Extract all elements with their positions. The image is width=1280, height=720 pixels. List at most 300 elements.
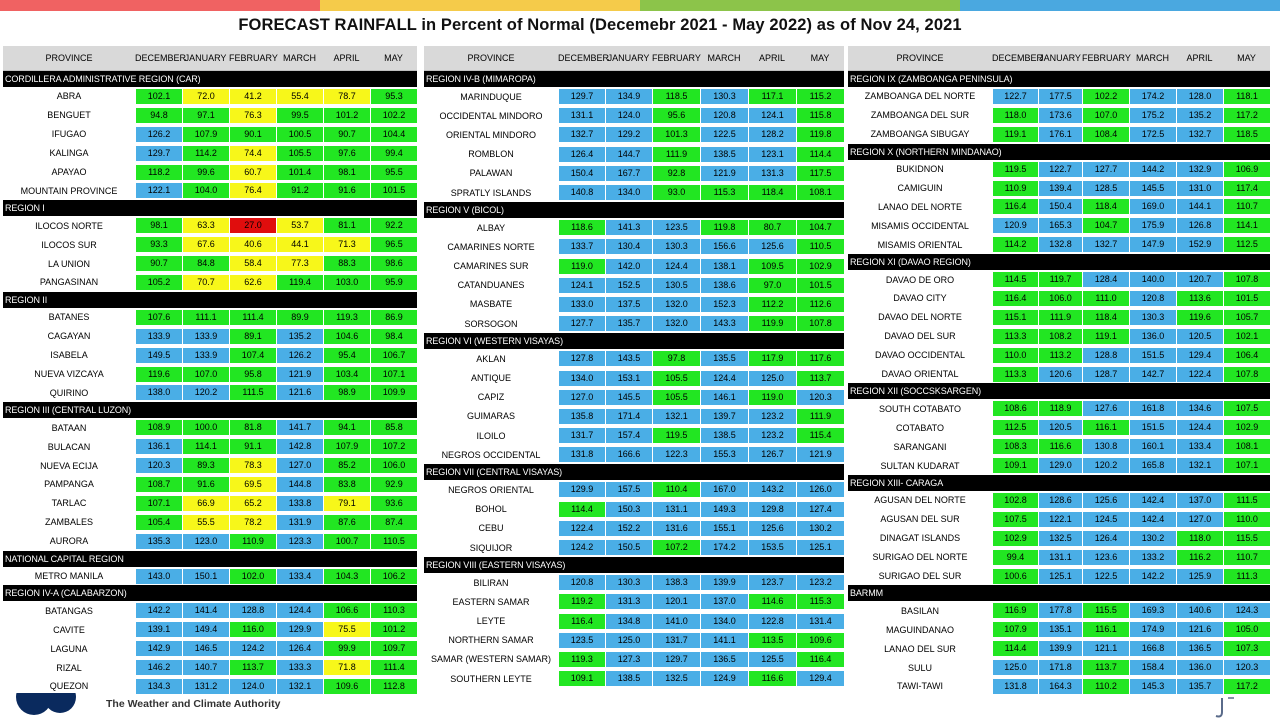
footer-tagline: The Weather and Climate Authority [106,698,281,710]
table-row [3,601,417,620]
province-name: LAGUNA [50,643,88,654]
header-month-january: JANUARY [607,53,650,63]
value-cell: 118.2 [135,165,182,180]
value-cell: 130.8 [1082,439,1129,454]
value-cell: 118.6 [558,220,605,235]
value-cell: 145.3 [1129,679,1176,694]
value-cell: 118.0 [1176,531,1223,546]
value-cell: 117.9 [748,351,796,366]
value-cell: 76.3 [229,108,276,123]
value-cell: 140.8 [558,185,605,200]
province-name: AURORA [49,536,89,547]
value-cell: 119.6 [135,367,182,382]
header-month-march: MARCH [1136,53,1169,63]
value-cell: 132.7 [558,127,605,142]
value-cell: 109.1 [992,458,1038,473]
value-cell: 133.9 [182,348,229,363]
value-cell: 112.8 [370,679,417,694]
value-cell: 120.9 [992,218,1038,233]
table-row [3,567,417,586]
value-cell: 101.5 [1223,291,1270,306]
value-cell: 125.0 [748,371,796,386]
value-cell: 114.2 [182,146,229,161]
value-cell: 116.0 [229,622,276,637]
value-cell: 119.8 [700,220,748,235]
value-cell: 111.0 [1082,291,1129,306]
value-cell: 76.4 [229,183,276,198]
value-cell: 119.2 [558,594,605,609]
value-cell: 97.1 [182,108,229,123]
value-cell: 126.2 [135,127,182,142]
value-cell: 97.8 [652,351,700,366]
value-cell: 126.7 [748,447,796,462]
table-row [3,163,417,182]
province-name: SARANGANI [893,441,947,452]
value-cell: 83.8 [323,477,370,492]
value-cell: 65.2 [229,496,276,511]
value-cell: 134.6 [1176,401,1223,416]
value-cell: 130.3 [1129,310,1176,325]
value-cell: 95.8 [229,367,276,382]
value-cell: 90.7 [135,256,182,271]
table-row [848,346,1270,365]
value-cell: 78.3 [229,458,276,473]
region-header: REGION III (CENTRAL LUZON) [3,402,417,418]
value-cell: 117.4 [1223,181,1270,196]
value-cell: 113.7 [796,371,844,386]
value-cell: 134.0 [605,185,652,200]
region-header: BARMM [848,585,1270,601]
value-cell: 120.6 [1038,367,1082,382]
region-header: REGION XI (DAVAO REGION) [848,254,1270,270]
value-cell: 135.2 [276,329,323,344]
header-month-march: MARCH [707,53,741,63]
value-cell: 114.5 [992,272,1038,287]
province-name: IFUGAO [51,129,87,140]
value-cell: 102.8 [992,493,1038,508]
table-row [424,426,844,445]
value-cell: 124.2 [229,641,276,656]
table-row [848,87,1270,106]
value-cell: 123.2 [748,428,796,443]
value-cell: 133.9 [182,329,229,344]
value-cell: 103.4 [323,367,370,382]
table-row [3,87,417,106]
header-province: PROVINCE [467,53,515,63]
value-cell: 132.5 [652,671,700,686]
province-name: SPRATLY ISLANDS [450,187,532,198]
province-name: RIZAL [56,662,82,673]
value-cell: 127.7 [1082,162,1129,177]
value-cell: 157.4 [605,428,652,443]
value-cell: 165.8 [1129,458,1176,473]
value-cell: 129.0 [1038,458,1082,473]
value-cell: 105.0 [1223,622,1270,637]
value-cell: 134.3 [135,679,182,694]
province-name: ZAMBOANGA SIBUGAY [870,129,970,140]
value-cell: 101.2 [370,622,417,637]
value-cell: 127.7 [558,316,605,331]
province-name: LANAO DEL NORTE [877,201,963,212]
value-cell: 113.6 [1176,291,1223,306]
value-cell: 124.2 [558,540,605,555]
value-cell: 119.9 [748,316,796,331]
value-cell: 132.7 [1176,127,1223,142]
value-cell: 62.6 [229,275,276,290]
value-cell: 143.3 [700,316,748,331]
province-name: SOUTH COTABATO [878,403,961,414]
value-cell: 53.7 [276,218,323,233]
value-cell: 118.0 [992,108,1038,123]
value-cell: 128.2 [748,127,796,142]
province-name: AKLAN [476,353,506,364]
value-cell: 129.4 [1176,348,1223,363]
value-cell: 139.9 [700,575,748,590]
value-cell: 156.6 [700,239,748,254]
value-cell: 142.2 [135,603,182,618]
value-cell: 123.5 [558,633,605,648]
value-cell: 120.5 [1176,329,1223,344]
value-cell: 119.0 [558,259,605,274]
value-cell: 107.5 [992,512,1038,527]
table-row [848,437,1270,456]
table-row [3,308,417,327]
value-cell: 136.1 [135,439,182,454]
province-name: LEYTE [476,616,506,627]
value-cell: 142.2 [1129,569,1176,584]
province-name: CAPIZ [477,392,505,403]
value-cell: 111.4 [370,660,417,675]
value-cell: 101.2 [323,108,370,123]
value-cell: 131.0 [1176,181,1223,196]
table-row [424,218,844,237]
value-cell: 109.7 [370,641,417,656]
value-cell: 104.4 [370,127,417,142]
value-cell: 128.8 [229,603,276,618]
value-cell: 116.4 [992,291,1038,306]
table-row [848,456,1270,475]
province-name: DAVAO ORIENTAL [881,369,959,380]
value-cell: 131.3 [605,594,652,609]
value-cell: 135.1 [1038,622,1082,637]
value-cell: 125.5 [748,652,796,667]
value-cell: 111.1 [182,310,229,325]
value-cell: 131.3 [748,166,796,181]
table-row [3,125,417,144]
value-cell: 133.9 [135,329,182,344]
value-cell: 133.0 [558,297,605,312]
value-cell: 146.5 [182,641,229,656]
province-name: ORIENTAL MINDORO [445,129,536,140]
province-name: AGUSAN DEL NORTE [874,495,966,506]
value-cell: 132.1 [276,679,323,694]
value-cell: 87.4 [370,515,417,530]
province-name: ZAMBALES [44,517,93,528]
value-cell: 128.7 [1082,367,1129,382]
table-row [3,383,417,402]
value-cell: 118.1 [1223,89,1270,104]
value-cell: 99.9 [323,641,370,656]
table-row [424,183,844,202]
value-cell: 174.2 [1129,89,1176,104]
value-cell: 169.3 [1129,603,1176,618]
value-cell: 120.3 [1223,660,1270,675]
value-cell: 100.6 [992,569,1038,584]
value-cell: 88.3 [323,256,370,271]
value-cell: 67.6 [182,237,229,252]
value-cell: 144.1 [1176,199,1223,214]
table-row [848,160,1270,179]
value-cell: 99.4 [992,550,1038,565]
table-row [3,437,417,456]
value-cell: 117.5 [796,166,844,181]
value-cell: 141.0 [652,614,700,629]
value-cell: 146.1 [700,390,748,405]
value-cell: 107.9 [182,127,229,142]
value-cell: 118.9 [1038,401,1082,416]
value-cell: 133.2 [1129,550,1176,565]
value-cell: 139.4 [1038,181,1082,196]
header-month-january: JANUARY [1039,53,1081,63]
value-cell: 166.6 [605,447,652,462]
value-cell: 127.0 [558,390,605,405]
header-month-april: APRIL [1186,53,1213,63]
value-cell: 113.7 [229,660,276,675]
value-cell: 107.0 [1082,108,1129,123]
value-cell: 110.4 [652,482,700,497]
value-cell: 93.3 [135,237,182,252]
value-cell: 66.9 [182,496,229,511]
value-cell: 132.5 [1038,531,1082,546]
value-cell: 110.7 [1223,199,1270,214]
value-cell: 107.4 [229,348,276,363]
value-cell: 102.2 [1082,89,1129,104]
value-cell: 175.2 [1129,108,1176,123]
value-cell: 113.3 [992,367,1038,382]
value-cell: 130.3 [652,239,700,254]
header-month-december: DECEMBER [558,53,610,63]
table-row [424,145,844,164]
value-cell: 90.1 [229,127,276,142]
province-name: SIQUIJOR [469,542,513,553]
value-cell: 89.3 [182,458,229,473]
value-cell: 128.8 [1082,348,1129,363]
table-row [848,548,1270,567]
header-month-january: JANUARY [184,53,227,63]
value-cell: 110.7 [1223,550,1270,565]
value-cell: 124.0 [229,679,276,694]
value-cell: 108.7 [135,477,182,492]
province-name: NORTHERN SAMAR [448,635,534,646]
province-name: KALINGA [49,148,89,159]
value-cell: 131.2 [182,679,229,694]
value-cell: 104.3 [323,569,370,584]
value-cell: 119.4 [276,275,323,290]
value-cell: 108.2 [1038,329,1082,344]
value-cell: 131.8 [992,679,1038,694]
value-cell: 104.0 [182,183,229,198]
value-cell: 126.8 [1176,218,1223,233]
value-cell: 138.0 [135,385,182,400]
header-month-february: FEBRUARY [652,53,701,63]
value-cell: 130.3 [605,575,652,590]
value-cell: 122.1 [135,183,182,198]
header-province: PROVINCE [896,53,944,63]
value-cell: 126.4 [276,641,323,656]
province-name: NUEVA ECIJA [40,460,98,471]
value-cell: 127.0 [1176,512,1223,527]
value-cell: 133.3 [276,660,323,675]
value-cell: 137.0 [1176,493,1223,508]
value-cell: 119.8 [796,127,844,142]
value-cell: 128.0 [1176,89,1223,104]
value-cell: 134.8 [605,614,652,629]
value-cell: 102.0 [229,569,276,584]
table-row [424,500,844,519]
value-cell: 102.9 [796,259,844,274]
province-name: METRO MANILA [34,571,104,582]
value-cell: 107.1 [1223,458,1270,473]
value-cell: 104.6 [323,329,370,344]
value-cell: 98.4 [370,329,417,344]
value-cell: 114.2 [992,237,1038,252]
table-row [848,658,1270,677]
value-cell: 121.9 [276,367,323,382]
table-row [424,237,844,256]
value-cell: 40.6 [229,237,276,252]
value-cell: 129.4 [796,671,844,686]
table-row [3,513,417,532]
value-cell: 127.0 [276,458,323,473]
value-cell: 99.5 [276,108,323,123]
value-cell: 175.9 [1129,218,1176,233]
value-cell: 123.3 [276,534,323,549]
value-cell: 102.1 [1223,329,1270,344]
value-cell: 108.6 [992,401,1038,416]
province-name: ILOCOS NORTE [35,220,103,231]
value-cell: 117.2 [1223,108,1270,123]
value-cell: 155.3 [700,447,748,462]
value-cell: 144.2 [1129,162,1176,177]
table-header [424,46,844,71]
province-name: PALAWAN [469,168,513,179]
value-cell: 124.9 [700,671,748,686]
value-cell: 171.8 [1038,660,1082,675]
header-month-february: FEBRUARY [229,53,278,63]
value-cell: 134.9 [605,89,652,104]
value-cell: 120.1 [652,594,700,609]
province-name: CAMIGUIN [897,183,943,193]
value-cell: 93.0 [652,185,700,200]
value-cell: 107.1 [370,367,417,382]
value-cell: 129.9 [276,622,323,637]
value-cell: 129.9 [558,482,605,497]
value-cell: 125.1 [796,540,844,555]
region-header: NATIONAL CAPITAL REGION [3,551,417,567]
value-cell: 81.8 [229,420,276,435]
table-row [424,669,844,688]
table-row [3,273,417,292]
value-cell: 138.5 [700,428,748,443]
value-cell: 169.0 [1129,199,1176,214]
province-name: NEGROS OCCIDENTAL [441,449,541,460]
value-cell: 115.5 [1082,603,1129,618]
table-row [848,567,1270,586]
value-cell: 133.4 [276,569,323,584]
province-name: MAGUINDANAO [885,624,954,635]
value-cell: 118.4 [748,185,796,200]
province-name: ILOILO [476,430,506,441]
value-cell: 121.6 [1176,622,1223,637]
value-cell: 110.2 [1082,679,1129,694]
value-cell: 91.1 [229,439,276,454]
value-cell: 116.1 [1082,420,1129,435]
value-cell: 104.7 [1082,218,1129,233]
table-row [424,592,844,611]
value-cell: 107.3 [1223,641,1270,656]
value-cell: 120.2 [1082,458,1129,473]
table-column-1 [3,46,417,696]
value-cell: 122.5 [1082,569,1129,584]
value-cell: 116.6 [748,671,796,686]
value-cell: 108.1 [1223,439,1270,454]
value-cell: 136.0 [1129,329,1176,344]
value-cell: 131.4 [796,614,844,629]
value-cell: 104.7 [796,220,844,235]
value-cell: 132.8 [1038,237,1082,252]
table-row [3,494,417,513]
value-cell: 134.0 [558,371,605,386]
value-cell: 125.0 [605,633,652,648]
value-cell: 106.0 [1038,291,1082,306]
table-row [3,418,417,437]
value-cell: 120.3 [796,390,844,405]
value-cell: 116.2 [1176,550,1223,565]
table-row [424,388,844,407]
value-cell: 107.1 [135,496,182,511]
value-cell: 123.6 [1082,550,1129,565]
table-row [424,538,844,557]
province-name: LANAO DEL SUR [884,643,956,654]
region-header: REGION IV-B (MIMAROPA) [424,71,844,87]
value-cell: 107.0 [182,367,229,382]
value-cell: 119.6 [1176,310,1223,325]
header-month-may: MAY [810,53,830,63]
value-cell: 107.2 [370,439,417,454]
value-cell: 133.7 [558,239,605,254]
value-cell: 125.6 [748,521,796,536]
province-name: DAVAO CITY [893,293,947,304]
value-cell: 152.2 [605,521,652,536]
value-cell: 119.3 [558,652,605,667]
value-cell: 90.7 [323,127,370,142]
region-header: REGION VII (CENTRAL VISAYAS) [424,464,844,480]
value-cell: 129.7 [652,652,700,667]
value-cell: 100.5 [276,127,323,142]
value-cell: 108.1 [796,185,844,200]
table-row [848,216,1270,235]
value-cell: 150.3 [605,502,652,517]
value-cell: 139.1 [135,622,182,637]
table-row [424,445,844,464]
value-cell: 126.0 [796,482,844,497]
table-row [3,532,417,551]
value-cell: 172.5 [1129,127,1176,142]
value-cell: 141.3 [605,220,652,235]
value-cell: 119.7 [1038,272,1082,287]
province-name: MOUNTAIN PROVINCE [20,185,118,196]
value-cell: 106.0 [370,458,417,473]
